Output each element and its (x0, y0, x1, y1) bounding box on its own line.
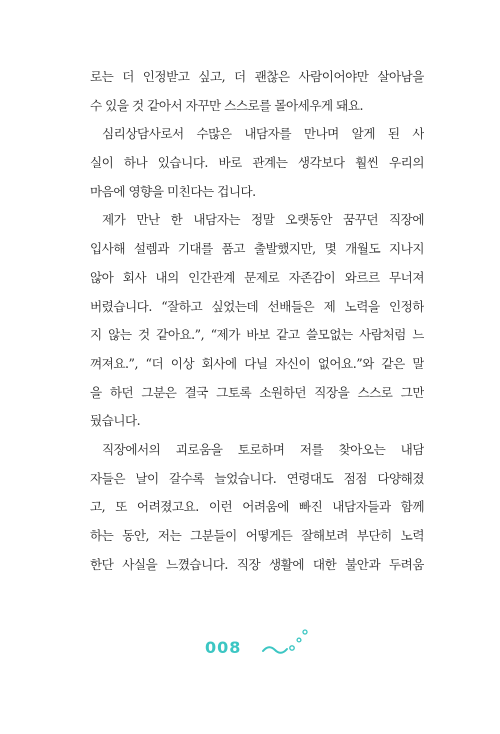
page-footer (205, 624, 315, 664)
body-text (90, 63, 424, 579)
text-line: 고, 또 어려졌고요. 이런 어려움에 빠진 내담자들과 함께 (90, 499, 424, 515)
text-line: 로는 더 인정받고 싶고, 더 괜찮은 사람이어야만 살아남을 (90, 69, 424, 84)
text-line: 심리상담사로서 수많은 내담자를 만나며 알게 된 사 (102, 126, 424, 142)
page-number: 008 (205, 638, 242, 657)
text-line: 수 있을 것 같아서 자꾸만 스스로를 몰아세우게 돼요. (90, 97, 364, 113)
wave-bubbles-icon (261, 624, 313, 664)
text-line: 입사해 설렘과 기대를 품고 출발했지만, 몇 개월도 지나지 (90, 241, 424, 257)
text-line: 하는 동안, 저는 그분들이 어떻게든 잘해보려 부단히 노력 (90, 528, 424, 543)
text-line: 않아 회사 내의 인간관계 문제로 자존감이 와르르 무너져 (90, 269, 424, 285)
text-line: 한단 사실을 느꼈습니다. 직장 생활에 대한 불안과 두려움 (90, 556, 424, 572)
text-line: 껴져요.”, “더 이상 회사에 다닐 자신이 없어요.”와 같은 말 (90, 355, 424, 371)
text-line: 뒀습니다. (90, 413, 141, 429)
text-line: 을 하던 그분은 결국 그토록 소원하던 직장을 스스로 그만 (90, 384, 424, 400)
text-line: 자들은 날이 갈수록 늘었습니다. 연령대도 점점 다양해졌 (90, 470, 424, 486)
text-line: 실이 하나 있습니다. 바로 관계는 생각보다 훨씬 우리의 (90, 155, 424, 171)
text-line: 지 않는 것 같아요.”, “제가 바보 같고 쓸모없는 사람처럼 느 (90, 327, 424, 343)
text-line: 제가 만난 한 내담자는 정말 오랫동안 꿈꾸던 직장에 (102, 212, 424, 228)
text-line: 직장에서의 괴로움을 토로하며 저를 찾아오는 내담 (102, 441, 424, 457)
text-line: 마음에 영향을 미친다는 겁니다. (90, 183, 256, 199)
text-line: 버렸습니다. “잘하고 싶었는데 선배들은 제 노력을 인정하 (90, 298, 424, 314)
